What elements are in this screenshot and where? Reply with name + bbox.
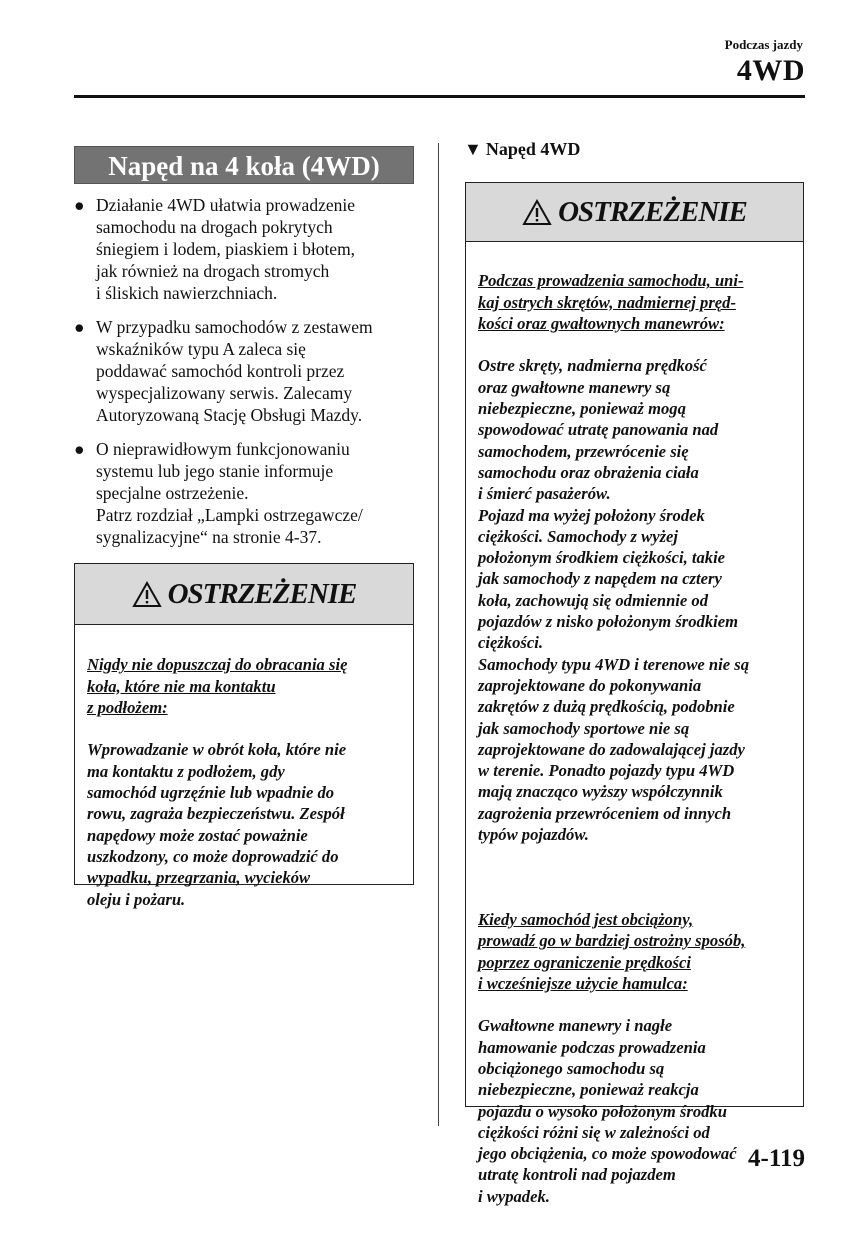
down-triangle-icon: ▼ xyxy=(464,139,482,159)
page-number: 4-119 xyxy=(748,1145,805,1172)
subheading xyxy=(464,139,580,160)
bullet-item xyxy=(74,194,414,304)
bullet-list xyxy=(74,194,414,548)
bullet-icon: ● xyxy=(74,439,85,459)
warning-header xyxy=(75,564,413,625)
bullet-item xyxy=(74,438,414,548)
paragraph-gap xyxy=(478,867,793,888)
column-divider xyxy=(438,143,439,1126)
warning-label: OSTRZEŻENIE xyxy=(558,195,747,228)
bullet-icon: ● xyxy=(74,317,85,337)
bullet-text: W przypadku samochodów z zestawem wskaźników typu A zaleca się poddawać samochód kontroli przez wyspecjalizowany serwis. Zalecamy Autoryzowaną Stację Obsługi Mazdy. xyxy=(96,317,373,425)
warning-body xyxy=(466,242,803,1236)
warning-header xyxy=(466,183,803,242)
warning-triangle-icon xyxy=(132,581,162,608)
section-title: Napęd na 4 koła (4WD) xyxy=(74,146,414,184)
warning-text: Ostre skręty, nadmierna prędkość oraz gwałtowne manewry są niebezpieczne, ponieważ mogą spowodować utratę panowania nad samochodem, przewrócenie się samochodu oraz obrażenia ciała i śmierć pasażerów. Pojazd ma wyżej położony środek ciężkości. Samochody z wyżej położonym środkiem ciężkości, takie jak samochody z napędem na cztery koła, zachowują się odmiennie od pojazdów z nisko położonym środkiem ciężkości. Samochody typu 4WD i terenowe nie są zaprojektowane do pokonywania zakrętów z dużą prędkością, podobnie jak samochody sportowe nie są zaprojektowane do zadowalającej jazdy w terenie. Ponadto pojazdy typu 4WD mają znacząco wyższy współczynnik zagrożenia przewróceniem od innych typów pojazdów. xyxy=(478,356,750,845)
warning-heading: Nigdy nie dopuszczaj do obracania się koła, które nie ma kontaktu z podłożem: xyxy=(87,655,348,717)
left-column xyxy=(74,146,414,560)
bullet-item xyxy=(74,316,414,426)
bullet-text: O nieprawidłowym funkcjonowaniu systemu lub jego stanie informuje specjalne ostrzeżenie. Patrz rozdział „Lampki ostrzegawcze/ sygnalizacyjne“ na stronie 4-37. xyxy=(96,439,363,547)
header-chapter-title: 4WD xyxy=(736,54,805,87)
warning-text: Wprowadzanie w obrót koła, które nie ma kontaktu z podłożem, gdy samochód ugrzęźnie lub wpadnie do rowu, zagraża bezpieczeństwu. Zespół napędowy może zostać poważnie uszkodzony, co może doprowadzić do wypadku, przegrzania, wycieków oleju i pożaru. xyxy=(87,740,347,909)
subheading-text: Napęd 4WD xyxy=(485,139,581,159)
warning-heading: Podczas prowadzenia samochodu, uni- kaj ostrych skrętów, nadmiernej pręd- kości oraz gwałtownych manewrów: xyxy=(478,271,744,333)
warning-heading: Kiedy samochód jest obciążony, prowadź go w bardziej ostrożny sposób, poprzez ograniczenie prędkości i wcześniejsze użycie hamulca: xyxy=(478,909,746,993)
bullet-text: Działanie 4WD ułatwia prowadzenie samochodu na drogach pokrytych śniegiem i lodem, piaskiem i błotem, jak również na drogach stromych i śliskich nawierzchniach. xyxy=(96,195,356,303)
header-rule xyxy=(74,95,805,98)
warning-body xyxy=(75,625,413,939)
warning-triangle-icon xyxy=(522,199,552,226)
header-section-label: Podczas jazdy xyxy=(724,37,803,52)
warning-text: Gwałtowne manewry i nagłe hamowanie podczas prowadzenia obciążonego samochodu są niebezpieczne, ponieważ reakcja pojazdu o wysoko położonym środku ciężkości różni się w zależności od jego obciążenia, co może spowodować utratę kontroli nad pojazdem i wypadek. xyxy=(478,1016,737,1206)
left-warning-box xyxy=(74,563,414,909)
warning-label: OSTRZEŻENIE xyxy=(167,577,357,610)
bullet-icon: ● xyxy=(74,195,85,215)
